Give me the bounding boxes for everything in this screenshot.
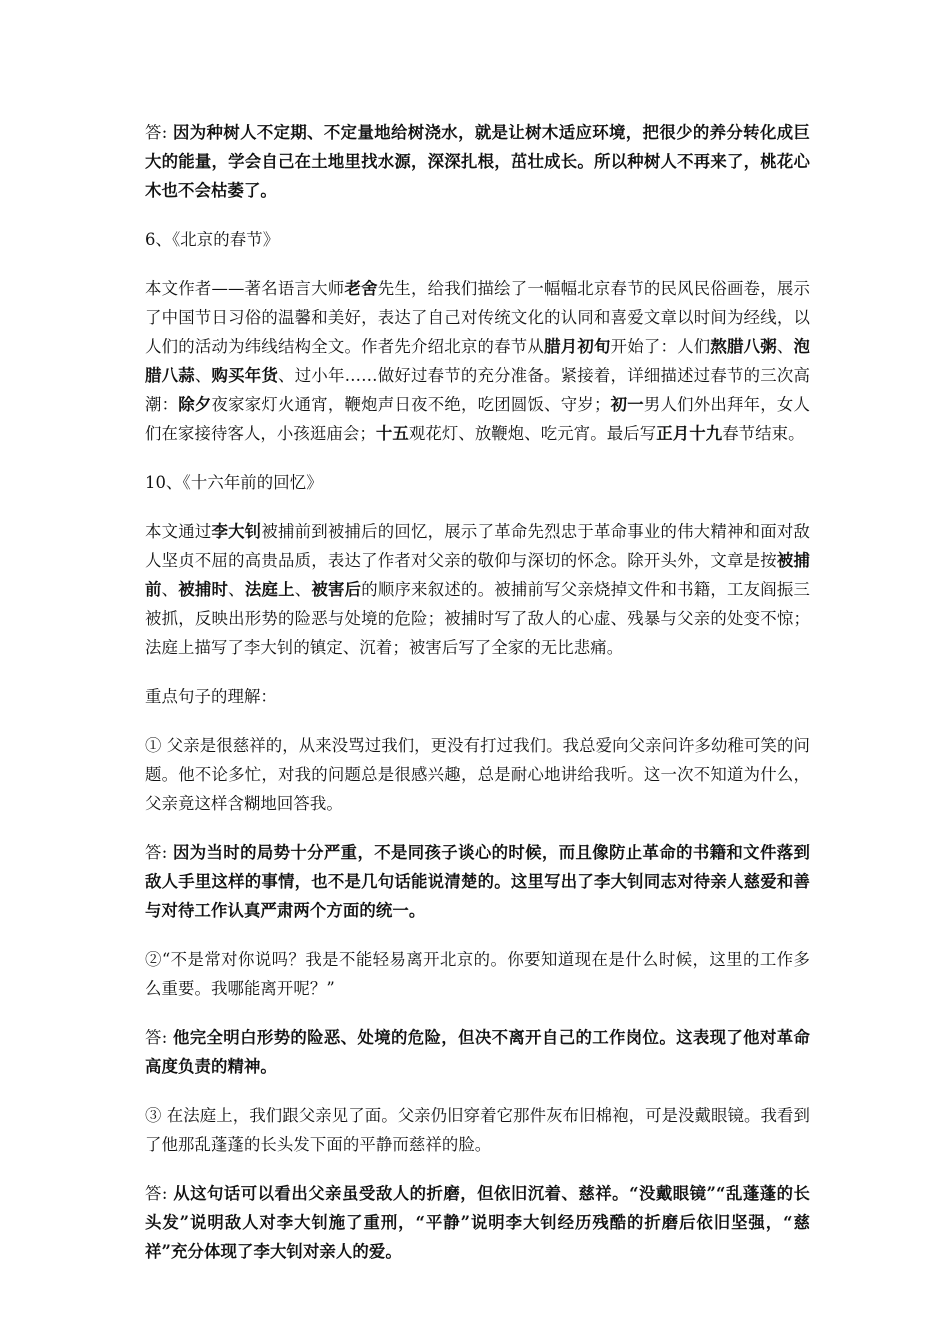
answer-text: 因为当时的局势十分严重，不是同孩子谈心的时候，而且像防止革命的书籍和文件落到敌人手里这样的事情，也不是几句话能说清楚的。这里写出了李大钊同志对待亲人慈爱和善与对待工作认真严肃两个方面的统一。 (145, 843, 810, 920)
key-sentence-1: ① 父亲是很慈祥的，从来没骂过我们，更没有打过我们。我总爱向父亲问许多幼稚可笑的问题。他不论多忙，对我的问题总是很感兴趣，总是耐心地讲给我听。这一次不知道为什么，父亲竟这样含糊地回答我。 (145, 736, 810, 813)
answer-paragraph-1 (145, 838, 810, 925)
answer-text: 他完全明白形势的险恶、处境的危险，但决不离开自己的工作岗位。这表现了他对革命高度负责的精神。 (145, 1028, 810, 1076)
bold-text-run: 购买年货 (211, 366, 279, 385)
answer-text: 因为种树人不定期、不定量地给树浇水，就是让树木适应环境，把很少的养分转化成巨大的能量，学会自己在土地里找水源，深深扎根，茁壮成长。所以种树人不再来了，桃花心木也不会枯萎了。 (145, 123, 810, 200)
bold-text-run: 李大钊 (211, 522, 262, 541)
text-run: 先生，给我们描绘了一幅幅北京春节的民风民俗画卷，展示了中国节日习俗的温馨和美好，表达了自己对传统文化的认同和喜爱文章以时间为经线，以人们的活动为纬线结构全文。作者先介绍北京的春节从 (145, 279, 810, 356)
bold-text-run: 正月十九 (656, 424, 723, 443)
bold-text-run: 十五 (375, 424, 409, 443)
text-run: 、 (161, 580, 179, 599)
text-run: 本文通过 (145, 522, 212, 541)
key-sentence-2: ②“不是常对你说吗？我是不能轻易离开北京的。你要知道现在是什么时候，这里的工作多么重要。我哪能离开呢？” (145, 950, 810, 998)
text-run: 男人们外出拜年，女人们在家接待客人，小孩逛庙会； (145, 395, 811, 443)
text-run: 、 (294, 580, 312, 599)
key-sentence-3: ③ 在法庭上，我们跟父亲见了面。父亲仍旧穿着它那件灰布旧棉袍，可是没戴眼镜。我看到了他那乱蓬蓬的长头发下面的平静而慈祥的脸。 (145, 1106, 810, 1154)
answer-prefix: 答: (145, 1028, 173, 1047)
text-run: 、 (776, 337, 794, 356)
bold-text-run: 被害后 (311, 580, 362, 599)
answer-paragraph-2 (145, 1023, 810, 1081)
key-sentences-heading: 重点句子的理解： (145, 687, 277, 706)
summary-paragraph-beijing-spring-festival (145, 274, 810, 448)
bold-text-run: 除夕 (178, 395, 212, 414)
text-run: 春节结束。 (722, 424, 805, 443)
answer-paragraph-peach-tree (145, 118, 810, 205)
answer-prefix: 答: (145, 123, 173, 142)
bold-text-run: 被捕时 (178, 580, 229, 599)
answer-prefix: 答: (145, 843, 173, 862)
text-run: 夜家家灯火通宵，鞭炮声日夜不绝，吃团圆饭、守岁； (211, 395, 611, 414)
bold-text-run: 初一 (610, 395, 644, 414)
answer-prefix: 答: (145, 1184, 174, 1203)
bold-text-run: 熬腊八粥 (710, 337, 777, 356)
answer-paragraph-3 (145, 1179, 810, 1266)
text-run: 、过小年……做好过春节的充分准备。紧接着，详细描述过春节的三次高潮： (145, 366, 810, 414)
bold-text-run: 腊月初旬 (544, 337, 611, 356)
text-run: 开始了：人们 (610, 337, 711, 356)
bold-text-run: 被捕前 (145, 551, 810, 599)
text-run: 被捕前到被捕后的回忆，展示了革命先烈忠于革命事业的伟大精神和面对敌人坚贞不屈的高贵品质，表达了作者对父亲的敬仰与深切的怀念。除开头外，文章是按 (145, 522, 810, 570)
section-heading-beijing-spring-festival: 6、《北京的春节》 (145, 230, 280, 249)
bold-text-run: 泡腊八蒜 (145, 337, 810, 385)
answer-text: 从这句话可以看出父亲虽受敌人的折磨，但依旧沉着、慈祥。“没戴眼镜”“乱蓬蓬的长头发”说明敌人对李大钊施了重刑，“平静”说明李大钊经历残酷的折磨后依旧坚强，“慈祥”充分体现了李大钊对亲人的爱。 (145, 1184, 810, 1261)
section-heading-sixteen-years-memory: 10、《十六年前的回忆》 (145, 473, 323, 492)
text-run: 、 (228, 580, 245, 599)
document-body (145, 118, 810, 1266)
text-run: 本文作者——著名语言大师 (145, 279, 345, 298)
bold-text-run: 法庭上 (244, 580, 295, 599)
text-run: 、 (194, 366, 212, 385)
bold-text-run: 老舍 (344, 279, 378, 298)
text-run: 观花灯、放鞭炮、吃元宵。最后写 (408, 424, 657, 443)
summary-paragraph-sixteen-years-memory (145, 517, 810, 662)
text-run: 的顺序来叙述的。被捕前写父亲烧掉文件和书籍，工友阎振三被抓，反映出形势的险恶与处境的危险；被捕时写了敌人的心虚、残暴与父亲的处变不惊；法庭上描写了李大钊的镇定、沉着；被害后写了全家的无比悲痛。 (145, 580, 811, 657)
